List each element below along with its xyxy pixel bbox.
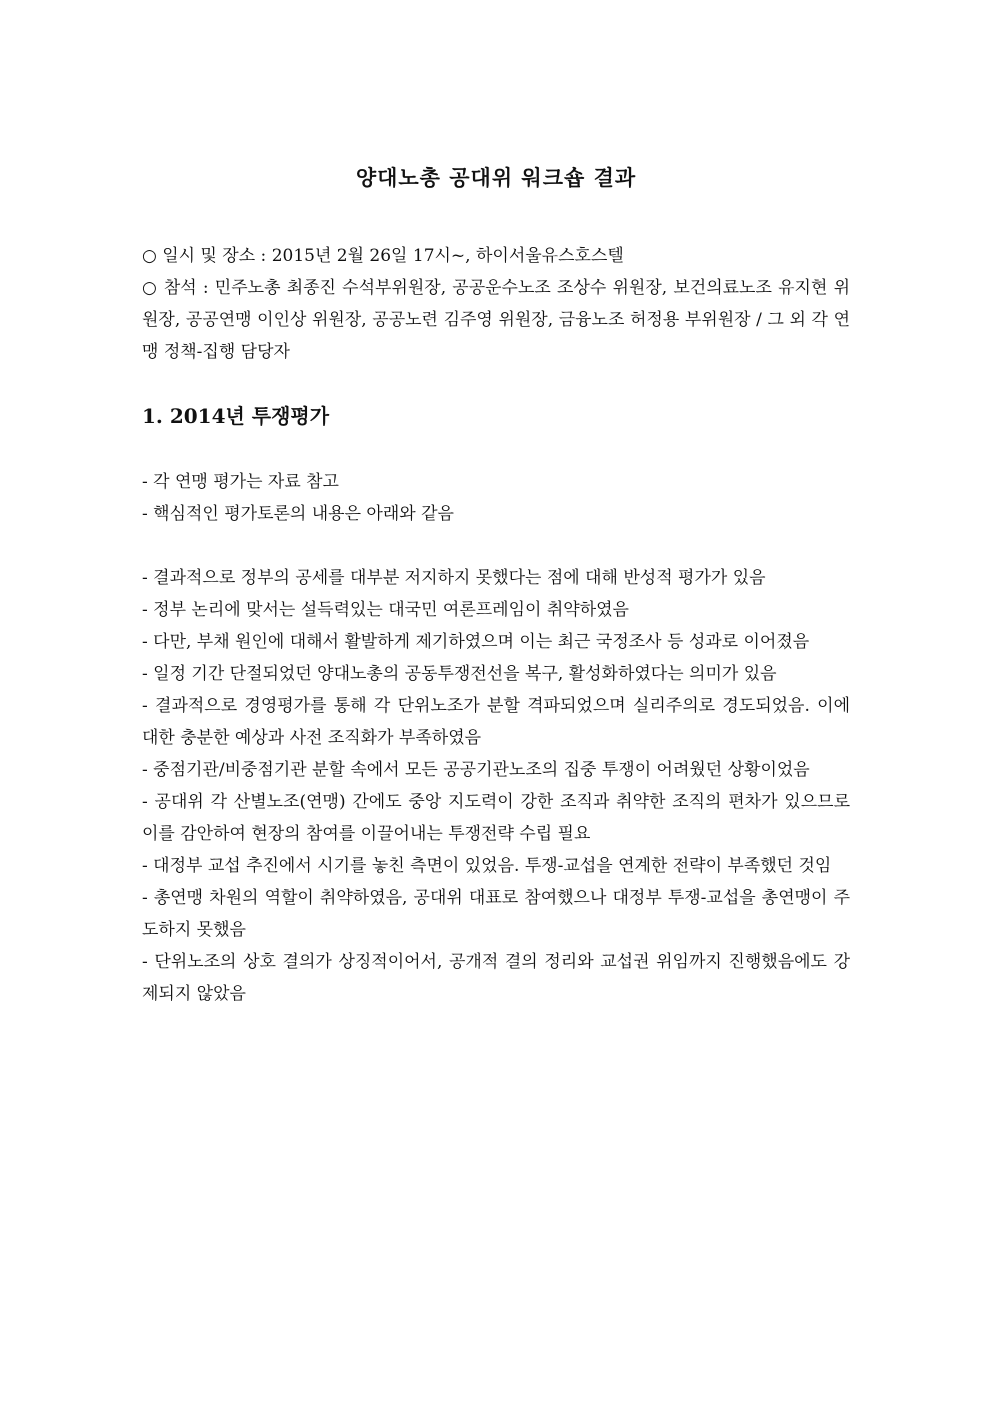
intro-line: - 핵심적인 평가토론의 내용은 아래와 같음 (142, 504, 454, 524)
list-item: - 대정부 교섭 추진에서 시기를 놓친 측면이 있었음. 투쟁-교섭을 연계한 전략이 부족했던 것임 (142, 856, 832, 876)
meeting-info (142, 240, 850, 368)
section-intro (142, 466, 850, 530)
meeting-attendees: ○ 참석 : 민주노총 최종진 수석부위원장, 공공운수노조 조상수 위원장, 보건의료노조 유지현 위원장, 공공연맹 이인상 위원장, 공공노련 김주영 위원장, 금융노조 허정용 부위원장 / 그 외 각 연맹 정책-집행 담당자 (142, 278, 850, 362)
intro-line: - 각 연맹 평가는 자료 참고 (142, 472, 339, 492)
evaluation-list (142, 562, 850, 1010)
list-item: - 총연맹 차원의 역할이 취약하였음, 공대위 대표로 참여했으나 대정부 투쟁-교섭을 총연맹이 주도하지 못했음 (142, 888, 850, 940)
list-item: - 다만, 부채 원인에 대해서 활발하게 제기하였으며 이는 최근 국정조사 등 성과로 이어졌음 (142, 632, 810, 652)
list-item: - 결과적으로 정부의 공세를 대부분 저지하지 못했다는 점에 대해 반성적 평가가 있음 (142, 568, 766, 588)
list-item: - 단위노조의 상호 결의가 상징적이어서, 공개적 결의 정리와 교섭권 위임까지 진행했음에도 강제되지 않았음 (142, 952, 850, 1004)
meeting-date-place: ○ 일시 및 장소 : 2015년 2월 26일 17시~, 하이서울유스호스텔 (142, 246, 624, 266)
list-item: - 일정 기간 단절되었던 양대노총의 공동투쟁전선을 복구, 활성화하였다는 의미가 있음 (142, 664, 777, 684)
list-item: - 중점기관/비중점기관 분할 속에서 모든 공공기관노조의 집중 투쟁이 어려웠던 상황이었음 (142, 760, 810, 780)
document-title: 양대노총 공대위 워크숍 결과 (355, 165, 637, 190)
list-item: - 공대위 각 산별노조(연맹) 간에도 중앙 지도력이 강한 조직과 취약한 조직의 편차가 있으므로 이를 감안하여 현장의 참여를 이끌어내는 투쟁전략 수립 필요 (142, 792, 850, 844)
list-item: - 정부 논리에 맞서는 설득력있는 대국민 여론프레임이 취약하였음 (142, 600, 629, 620)
list-item: - 결과적으로 경영평가를 통해 각 단위노조가 분할 격파되었으며 실리주의로 경도되었음. 이에 대한 충분한 예상과 사전 조직화가 부족하였음 (142, 696, 850, 748)
section-heading: 1. 2014년 투쟁평가 (142, 404, 330, 428)
